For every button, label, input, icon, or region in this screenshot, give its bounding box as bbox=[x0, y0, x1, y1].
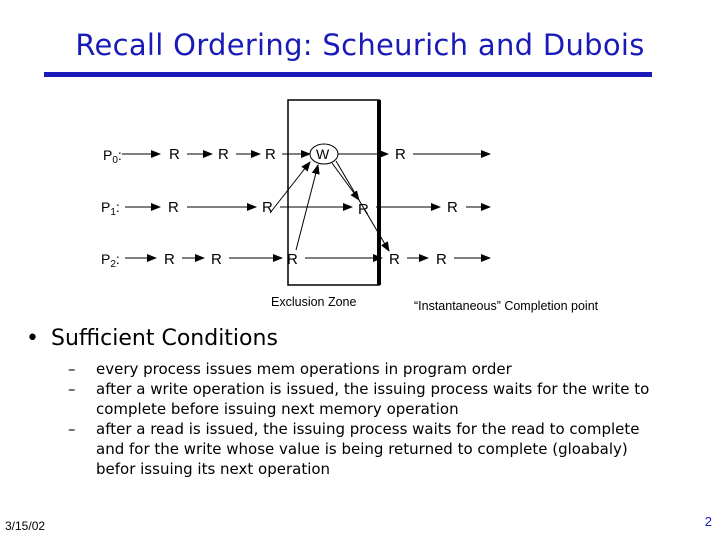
p0-op-read-4: R bbox=[395, 146, 406, 163]
p0-label: $P_0$: bbox=[103, 147, 122, 166]
conditions-heading-text: Sufficient Conditions bbox=[50, 326, 278, 351]
conditions-list bbox=[68, 359, 668, 479]
p0-op-read-1: R bbox=[169, 146, 180, 163]
condition-item bbox=[68, 359, 668, 379]
p2-label: $P_2$: bbox=[101, 251, 120, 270]
p2-op-read-3: R bbox=[287, 251, 298, 268]
exclusion-zone-label: Exclusion Zone bbox=[271, 295, 357, 309]
heading-bullet: • bbox=[26, 326, 39, 351]
p0-op-read-2: R bbox=[218, 146, 229, 163]
p1-op-read-4: R bbox=[447, 199, 458, 216]
exclusion-zone-box bbox=[288, 100, 379, 285]
p2-op-read-4: R bbox=[389, 251, 400, 268]
p1-op-read-3: R bbox=[358, 201, 369, 218]
condition-text: after a write operation is issued, the issuing process waits for the write to complete before issuing next memory operation bbox=[96, 380, 650, 418]
conditions-heading bbox=[26, 326, 278, 351]
dep-p1-read-to-write bbox=[270, 162, 310, 213]
completion-point-label: “Instantaneous” Completion point bbox=[414, 299, 599, 313]
p2-op-read-5: R bbox=[436, 251, 447, 268]
page-number: 2 bbox=[704, 514, 712, 529]
p0-op-write: W bbox=[316, 146, 330, 162]
dep-write-to-p2-read bbox=[336, 161, 389, 251]
condition-text: after a read is issued, the issuing process waits for the read to complete and for the write whose value is being returned to complete (gloabaly) befor issuing its next operation bbox=[96, 420, 640, 478]
dep-write-to-p1-read bbox=[332, 163, 359, 200]
condition-item bbox=[68, 379, 668, 419]
dash-marker: – bbox=[68, 380, 76, 398]
slide-title: Recall Ordering: Scheurich and Dubois bbox=[75, 28, 645, 62]
slide-date: 3/15/02 bbox=[5, 519, 46, 533]
condition-item bbox=[68, 419, 668, 479]
condition-text: every process issues mem operations in program order bbox=[96, 360, 512, 378]
p1-op-read-2: R bbox=[262, 199, 273, 216]
p1-op-read-1: R bbox=[168, 199, 179, 216]
dash-marker: – bbox=[68, 360, 76, 378]
dash-marker: – bbox=[68, 420, 76, 438]
p2-op-read-2: R bbox=[211, 251, 222, 268]
p0-op-read-3: R bbox=[265, 146, 276, 163]
p1-label: $P_1$: bbox=[101, 199, 120, 218]
p2-op-read-1: R bbox=[164, 251, 175, 268]
